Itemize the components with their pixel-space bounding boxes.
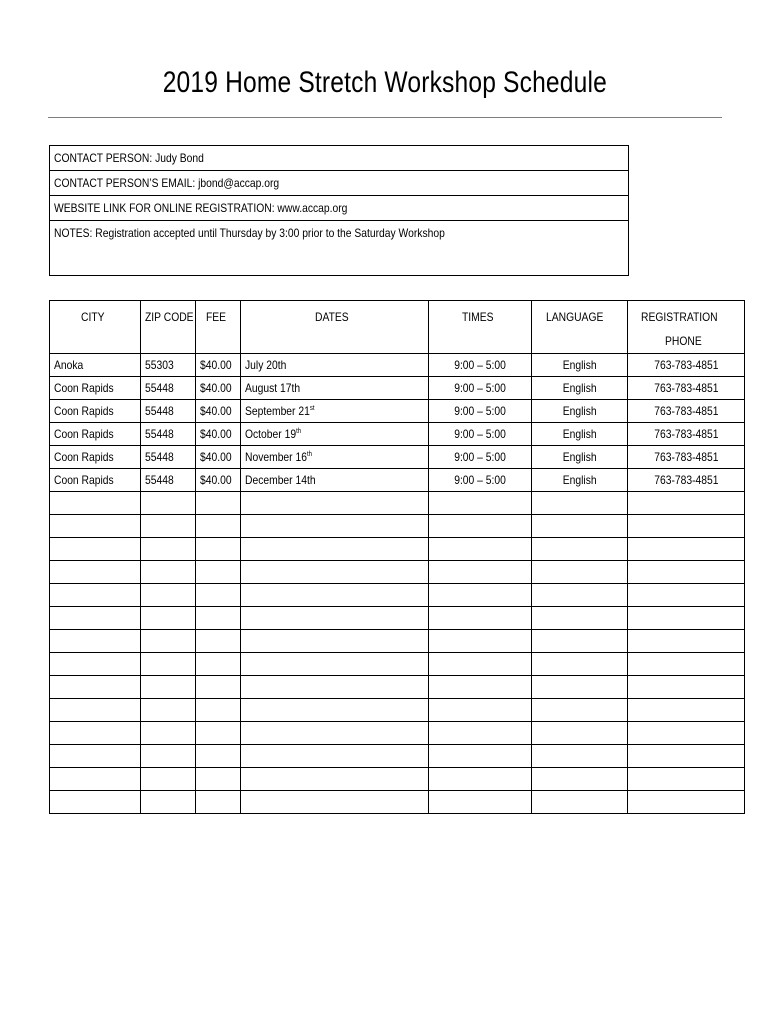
cell-time: 9:00 – 5:00 [429,423,532,446]
cell-phone: 763-783-4851 [628,377,745,400]
cell-phone-empty [628,607,745,630]
table-body [50,354,745,814]
notes-row [50,221,628,275]
cell-zip-code-empty [141,699,196,722]
cell-city-empty [50,492,141,515]
cell-city-empty [50,653,141,676]
contact-person-text: CONTACT PERSON: Judy Bond [54,151,204,165]
cell-city-empty [50,561,141,584]
cell-phone-empty [628,676,745,699]
cell-date-empty [241,676,429,699]
cell-date-empty [241,607,429,630]
cell-fee-empty [196,515,241,538]
empty-table-row [50,699,745,722]
cell-date: October 19th [241,423,429,446]
cell-time-empty [429,607,532,630]
cell-date: July 20th [241,354,429,377]
cell-fee-empty [196,538,241,561]
cell-time-empty [429,676,532,699]
cell-phone-empty [628,584,745,607]
cell-date-empty [241,791,429,814]
title-divider [48,117,722,118]
cell-time: 9:00 – 5:00 [429,469,532,492]
cell-date: September 21st [241,400,429,423]
empty-table-row [50,676,745,699]
empty-table-row [50,607,745,630]
cell-fee: $40.00 [196,446,241,469]
cell-zip-code-empty [141,722,196,745]
cell-time-empty [429,699,532,722]
cell-fee-empty [196,699,241,722]
cell-time-empty [429,538,532,561]
cell-date-empty [241,653,429,676]
table-row [50,400,745,423]
website-link-row [50,196,628,221]
cell-language-empty [532,699,628,722]
cell-zip-code: 55448 [141,423,196,446]
date-suffix: th [306,451,312,458]
cell-language-empty [532,492,628,515]
cell-fee-empty [196,584,241,607]
cell-phone-empty [628,515,745,538]
cell-time: 9:00 – 5:00 [429,354,532,377]
cell-city-empty [50,745,141,768]
cell-fee-empty [196,768,241,791]
cell-time-empty [429,630,532,653]
table-row [50,423,745,446]
cell-time: 9:00 – 5:00 [429,446,532,469]
cell-phone-empty [628,745,745,768]
cell-phone: 763-783-4851 [628,469,745,492]
page-title: 2019 Home Stretch Workshop Schedule [162,66,607,99]
cell-zip-code-empty [141,768,196,791]
empty-table-row [50,791,745,814]
cell-language-empty [532,538,628,561]
cell-city: Coon Rapids [50,446,141,469]
cell-city-empty [50,630,141,653]
cell-phone-empty [628,722,745,745]
cell-phone-empty [628,653,745,676]
cell-language-empty [532,676,628,699]
cell-language: English [532,354,628,377]
header-city: CITY [50,301,141,354]
cell-date-empty [241,722,429,745]
cell-language-empty [532,630,628,653]
cell-fee-empty [196,676,241,699]
cell-city: Coon Rapids [50,469,141,492]
cell-date-empty [241,699,429,722]
cell-city: Coon Rapids [50,400,141,423]
empty-table-row [50,745,745,768]
cell-language-empty [532,722,628,745]
cell-zip-code-empty [141,515,196,538]
cell-time: 9:00 – 5:00 [429,377,532,400]
contact-info-box [49,145,629,276]
cell-zip-code: 55448 [141,377,196,400]
cell-time-empty [429,768,532,791]
cell-phone-empty [628,768,745,791]
contact-person-row [50,146,628,171]
table-row [50,469,745,492]
cell-language: English [532,377,628,400]
empty-table-row [50,768,745,791]
empty-table-row [50,492,745,515]
cell-date-empty [241,492,429,515]
cell-language-empty [532,584,628,607]
cell-date: August 17th [241,377,429,400]
cell-city-empty [50,722,141,745]
cell-city: Coon Rapids [50,423,141,446]
cell-zip-code-empty [141,584,196,607]
cell-date-empty [241,768,429,791]
empty-table-row [50,515,745,538]
cell-time: 9:00 – 5:00 [429,400,532,423]
cell-date-empty [241,538,429,561]
cell-phone: 763-783-4851 [628,446,745,469]
cell-zip-code: 55448 [141,446,196,469]
contact-email-row [50,171,628,196]
cell-date-empty [241,745,429,768]
cell-city-empty [50,538,141,561]
cell-fee-empty [196,791,241,814]
cell-fee: $40.00 [196,377,241,400]
cell-city: Anoka [50,354,141,377]
header-registration-phone: REGISTRATION PHONE [628,301,745,354]
cell-zip-code-empty [141,653,196,676]
cell-fee-empty [196,630,241,653]
cell-fee-empty [196,492,241,515]
header-zip-code: ZIP CODE [141,301,196,354]
cell-fee: $40.00 [196,469,241,492]
cell-date: December 14th [241,469,429,492]
cell-language: English [532,469,628,492]
cell-language: English [532,400,628,423]
date-suffix: th [296,428,302,435]
cell-language-empty [532,791,628,814]
cell-city-empty [50,515,141,538]
cell-phone: 763-783-4851 [628,354,745,377]
empty-table-row [50,630,745,653]
cell-fee-empty [196,745,241,768]
table-row [50,446,745,469]
cell-fee-empty [196,607,241,630]
cell-language: English [532,446,628,469]
cell-date-empty [241,584,429,607]
empty-table-row [50,653,745,676]
empty-table-row [50,722,745,745]
cell-date-empty [241,561,429,584]
header-dates: DATES [241,301,429,354]
cell-time-empty [429,745,532,768]
cell-language-empty [532,768,628,791]
cell-time-empty [429,492,532,515]
table-row [50,354,745,377]
cell-fee-empty [196,722,241,745]
cell-zip-code: 55448 [141,469,196,492]
cell-zip-code: 55448 [141,400,196,423]
header-fee: FEE [196,301,241,354]
cell-time-empty [429,791,532,814]
empty-table-row [50,584,745,607]
table-header-row [50,301,745,354]
cell-language: English [532,423,628,446]
cell-date-empty [241,630,429,653]
cell-phone-empty [628,561,745,584]
cell-fee: $40.00 [196,354,241,377]
workshop-schedule-table [49,300,745,814]
cell-city-empty [50,676,141,699]
cell-time-empty [429,561,532,584]
cell-city-empty [50,607,141,630]
contact-email-text: CONTACT PERSON’S EMAIL: jbond@accap.org [54,176,280,190]
cell-fee: $40.00 [196,400,241,423]
date-suffix: st [309,405,315,412]
cell-language-empty [532,653,628,676]
cell-phone-empty [628,492,745,515]
cell-phone-empty [628,538,745,561]
cell-date-empty [241,515,429,538]
cell-time-empty [429,515,532,538]
cell-zip-code-empty [141,630,196,653]
cell-city-empty [50,699,141,722]
cell-phone: 763-783-4851 [628,400,745,423]
cell-zip-code-empty [141,607,196,630]
cell-city-empty [50,791,141,814]
cell-city: Coon Rapids [50,377,141,400]
cell-phone: 763-783-4851 [628,423,745,446]
cell-zip-code-empty [141,492,196,515]
cell-fee-empty [196,653,241,676]
cell-language-empty [532,607,628,630]
cell-phone-empty [628,791,745,814]
cell-city-empty [50,584,141,607]
header-times: TIMES [429,301,532,354]
cell-zip-code-empty [141,676,196,699]
cell-time-empty [429,584,532,607]
notes-text: NOTES: Registration accepted until Thursday by 3:00 prior to the Saturday Workshop [54,226,445,240]
cell-time-empty [429,653,532,676]
cell-language-empty [532,515,628,538]
empty-table-row [50,561,745,584]
empty-table-row [50,538,745,561]
cell-phone-empty [628,699,745,722]
website-link-text: WEBSITE LINK FOR ONLINE REGISTRATION: www.accap.org [54,201,348,215]
cell-language-empty [532,561,628,584]
cell-time-empty [429,722,532,745]
cell-language-empty [532,745,628,768]
cell-city-empty [50,768,141,791]
cell-phone-empty [628,630,745,653]
cell-zip-code-empty [141,561,196,584]
header-language: LANGUAGE [532,301,628,354]
cell-zip-code-empty [141,745,196,768]
cell-date: November 16th [241,446,429,469]
cell-fee-empty [196,561,241,584]
cell-zip-code-empty [141,538,196,561]
cell-fee: $40.00 [196,423,241,446]
cell-zip-code-empty [141,791,196,814]
table-row [50,377,745,400]
cell-zip-code: 55303 [141,354,196,377]
